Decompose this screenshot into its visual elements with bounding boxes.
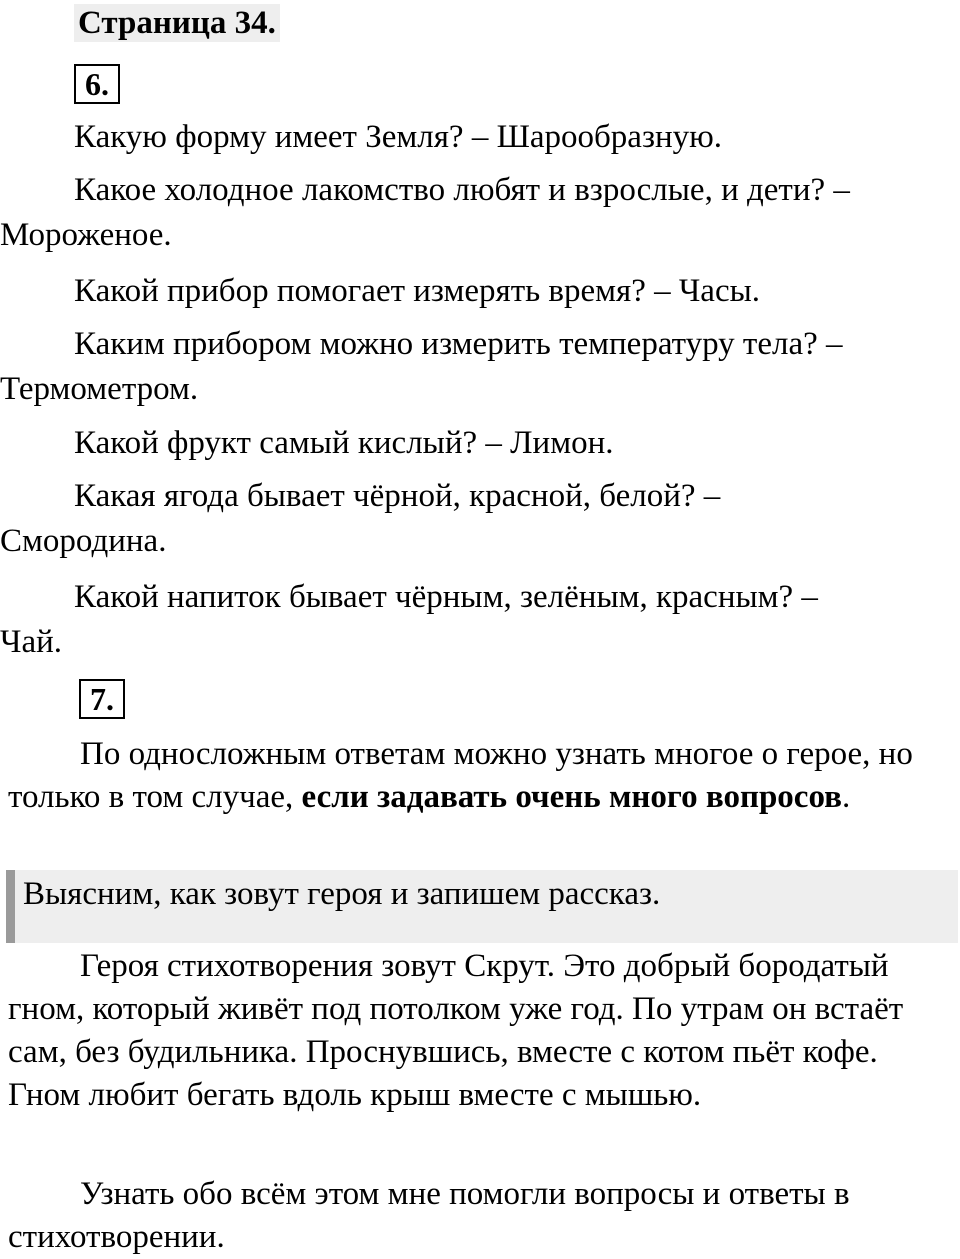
qa-item-2 — [0, 168, 955, 258]
story-paragraph — [8, 945, 953, 1117]
task-7-intro — [8, 733, 953, 819]
qa-line: Какую форму имеет Земля? – Шарообразную. — [74, 119, 723, 155]
qa-line: Какой прибор помогает измерять время? – Часы. — [74, 273, 761, 309]
qa-item-6 — [0, 474, 955, 564]
qa-answer: Смородина. — [0, 523, 167, 559]
qa-answer: Термометром. — [0, 371, 199, 407]
qa-answer: Мороженое. — [0, 217, 172, 253]
qa-item-7 — [0, 575, 955, 665]
intro-text: По односложным ответам можно узнать многое о герое, но только в том случае, — [8, 736, 913, 815]
page-header: Страница 34. — [74, 4, 280, 42]
task-6-number: 6. — [74, 64, 120, 104]
task-7-number: 7. — [79, 679, 125, 719]
qa-line: Какая ягода бывает чёрной, красной, белой? – — [74, 478, 721, 514]
qa-answer: Чай. — [0, 624, 63, 660]
conclusion-paragraph — [8, 1173, 953, 1259]
story-text: Героя стихотворения зовут Скрут. Это добрый бородатый гном, который живёт под потолком уже год. По утрам он встаёт сам, без будильника. Проснувшись, вместе с котом пьёт кофе. Гном любит бегать вдоль крыш вместе с мышью. — [8, 948, 904, 1113]
qa-item-3 — [0, 269, 955, 314]
conclusion-text: Узнать обо всём этом мне помогли вопросы и ответы в стихотворении. — [8, 1176, 850, 1255]
qa-line: Какое холодное лакомство любят и взрослые, и дети? – — [74, 172, 850, 208]
qa-line: Какой напиток бывает чёрным, зелёным, красным? – — [74, 579, 818, 615]
intro-period: . — [841, 779, 851, 815]
hint-note — [6, 870, 958, 943]
qa-line: Каким прибором можно измерить температуру тела? – — [74, 326, 843, 362]
qa-item-5 — [0, 421, 955, 466]
qa-item-4 — [0, 322, 955, 412]
qa-item-1 — [0, 115, 955, 160]
qa-line: Какой фрукт самый кислый? – Лимон. — [74, 425, 614, 461]
intro-bold-text: если задавать очень много вопросов — [301, 779, 842, 815]
hint-note-text: Выясним, как зовут героя и запишем рассказ. — [23, 876, 661, 912]
